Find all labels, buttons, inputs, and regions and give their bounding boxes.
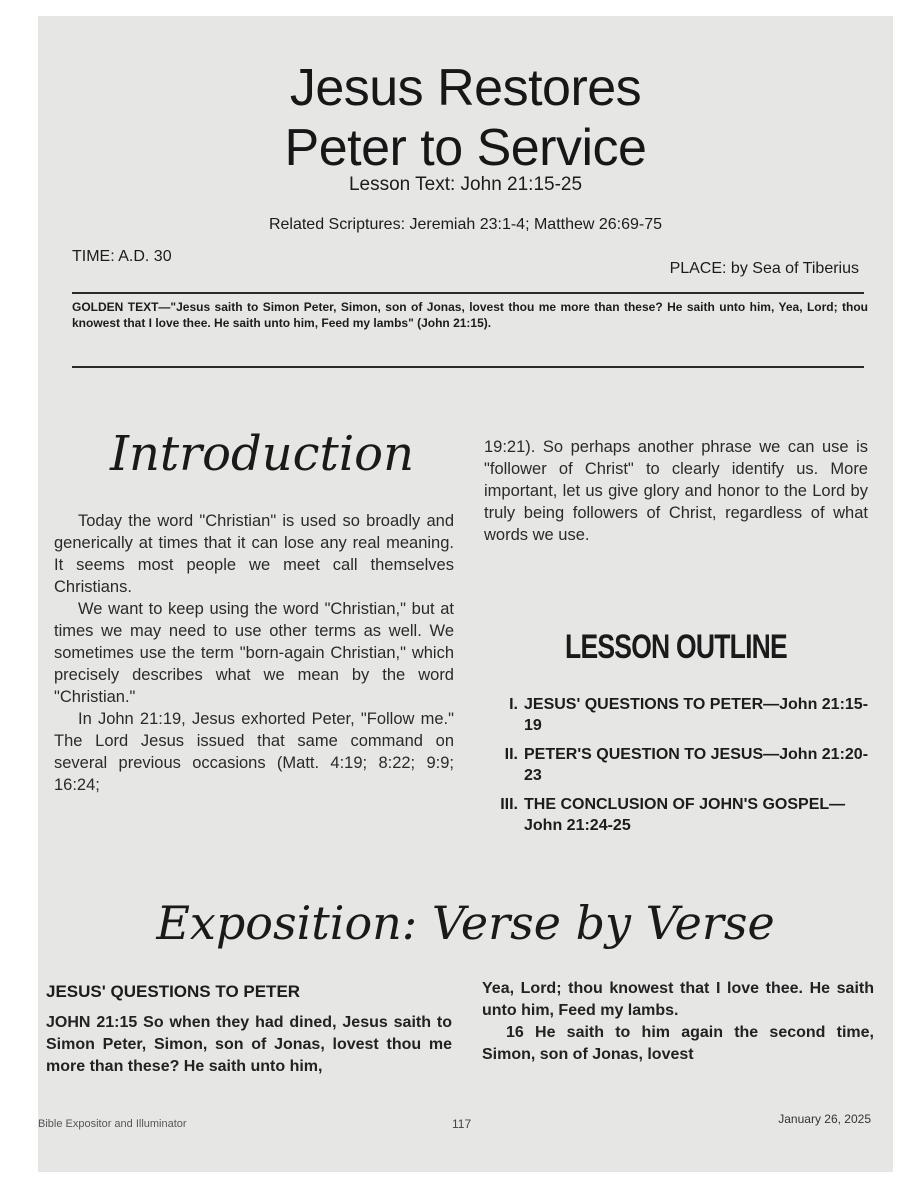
outline-item bbox=[480, 694, 880, 736]
exposition-heading: Exposition: Verse by Verse bbox=[156, 896, 775, 950]
golden-text-body: GOLDEN TEXT—"Jesus saith to Simon Peter, Simon, son of Jonas, lovest thou me more than these? He saith unto him, Yea, Lord; thou knowest that I love thee. He saith unto him, Feed my lambs" (John 21:15). bbox=[72, 300, 868, 330]
outline-item-text: PETER'S QUESTION TO JESUS—John 21:20-23 bbox=[524, 746, 869, 784]
related-scriptures: Related Scriptures: Jeremiah 23:1-4; Matthew 26:69-75 bbox=[268, 216, 663, 233]
divider-bottom bbox=[72, 366, 864, 368]
intro-paragraph-3: In John 21:19, Jesus exhorted Peter, "Follow me." The Lord Jesus issued that same command on several previous occasions (Matt. 4:19; 8:22; 9:9; 16:24; bbox=[54, 710, 454, 794]
introduction-right-column bbox=[484, 436, 868, 546]
divider-top bbox=[72, 292, 864, 294]
footer-page-number: 117 bbox=[452, 1117, 472, 1131]
exposition-section-heading: JESUS' QUESTIONS TO PETER bbox=[46, 982, 301, 1001]
outline-item-number: I. bbox=[509, 696, 518, 713]
golden-text bbox=[72, 299, 868, 331]
exposition-right-column bbox=[482, 978, 874, 1066]
lesson-outline-heading: LESSON OUTLINE bbox=[565, 628, 787, 666]
exposition-right-text-1: Yea, Lord; thou knowest that I love thee. He saith unto him, Feed my lambs. bbox=[482, 980, 874, 1019]
outline-item-text: THE CONCLUSION OF JOHN'S GOSPEL—John 21:24-25 bbox=[524, 796, 846, 834]
outline-item-text: JESUS' QUESTIONS TO PETER—John 21:15-19 bbox=[524, 696, 869, 734]
lesson-place: PLACE: by Sea of Tiberius bbox=[669, 260, 859, 277]
exposition-left-column bbox=[46, 1012, 452, 1078]
book-page bbox=[38, 16, 893, 1172]
intro-paragraph-1: Today the word "Christian" is used so broadly and generically at times that it can lose any real meaning. It seems most people we meet call themselves Christians. bbox=[54, 512, 454, 596]
exposition-right-text-2: 16 He saith to him again the second time, Simon, son of Jonas, lovest bbox=[482, 1024, 874, 1063]
outline-item bbox=[480, 744, 880, 786]
footer-publication: Bible Expositor and Illuminator bbox=[38, 1118, 187, 1130]
outline-item-number: II. bbox=[504, 746, 518, 763]
introduction-left-column bbox=[54, 510, 454, 796]
exposition-left-text: JOHN 21:15 So when they had dined, Jesus saith to Simon Peter, Simon, son of Jonas, lovest thou me more than these? He saith unto him, bbox=[46, 1014, 452, 1075]
intro-paragraph-2: We want to keep using the word "Christian," but at times we may need to use other terms as well. We sometimes use the term "born-again Christian," which precisely describes what we mean by the word "Christian." bbox=[54, 600, 454, 706]
footer-date: January 26, 2025 bbox=[778, 1112, 871, 1126]
lesson-title-line2: Peter to Service bbox=[284, 119, 647, 177]
lesson-outline-list bbox=[480, 694, 880, 844]
lesson-title-line1: Jesus Restores bbox=[289, 59, 642, 117]
lesson-text: Lesson Text: John 21:15-25 bbox=[348, 174, 583, 195]
introduction-heading: Introduction bbox=[110, 426, 414, 482]
outline-item-number: III. bbox=[500, 796, 518, 813]
lesson-time: TIME: A.D. 30 bbox=[72, 248, 172, 265]
intro-paragraph-4: 19:21). So perhaps another phrase we can use is "follower of Christ" to clearly identify us. More important, let us give glory and honor to the Lord by truly being followers of Christ, regardless of what words we use. bbox=[484, 438, 868, 544]
outline-item bbox=[480, 794, 880, 836]
